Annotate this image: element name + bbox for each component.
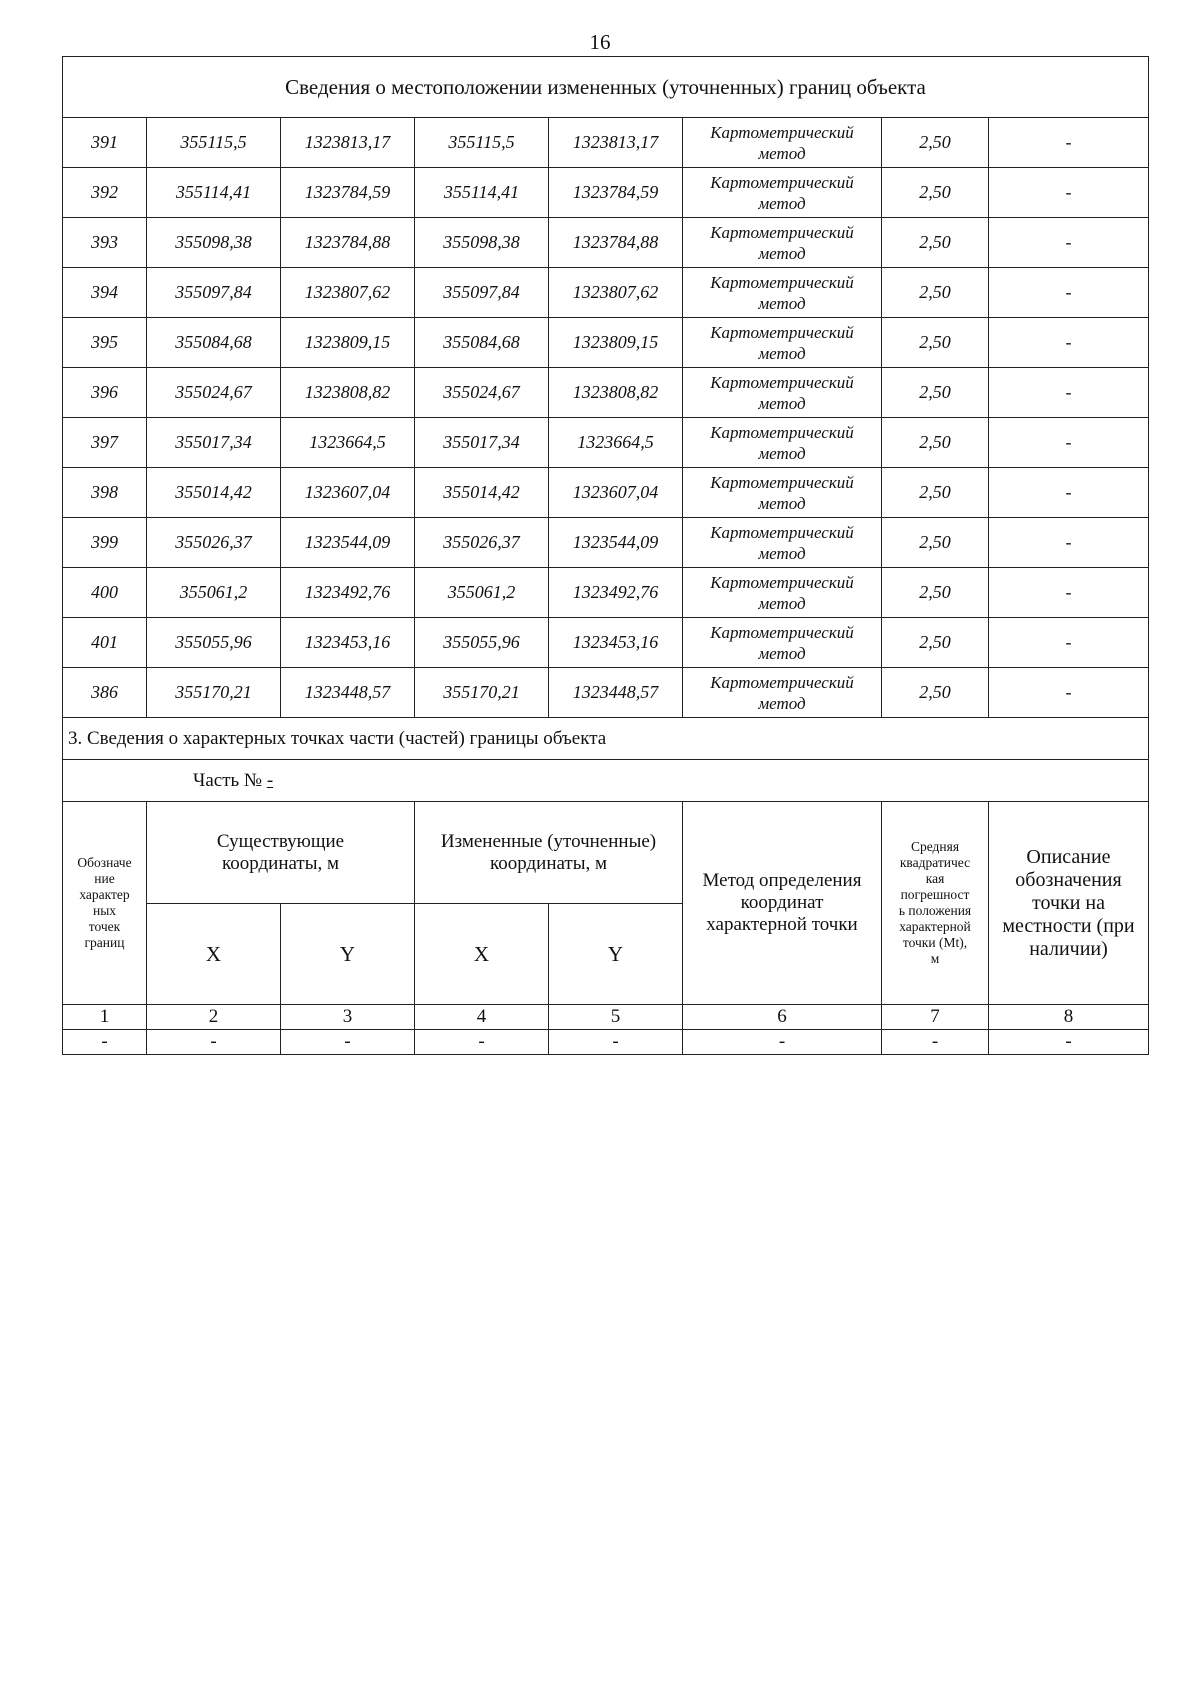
column-number: 7 bbox=[882, 1005, 989, 1030]
x-existing: 355114,41 bbox=[147, 168, 281, 218]
x-changed: 355055,96 bbox=[415, 618, 549, 668]
y-existing: 1323808,82 bbox=[281, 368, 415, 418]
method-cell bbox=[683, 668, 882, 718]
y-changed: 1323807,62 bbox=[549, 268, 683, 318]
method-line: метод bbox=[758, 643, 806, 663]
header-y: Y bbox=[549, 904, 683, 1005]
method-line: метод bbox=[758, 293, 806, 313]
y-changed: 1323544,09 bbox=[549, 518, 683, 568]
method-line: метод bbox=[758, 243, 806, 263]
part-row bbox=[63, 760, 1149, 802]
header-line: Существующие bbox=[216, 830, 345, 852]
header-line: точки (Mt), bbox=[902, 935, 968, 950]
header-line: квадратичес bbox=[899, 855, 971, 870]
point-number: 393 bbox=[63, 218, 147, 268]
empty-cell: - bbox=[882, 1030, 989, 1055]
point-number: 396 bbox=[63, 368, 147, 418]
empty-cell: - bbox=[415, 1030, 549, 1055]
y-changed: 1323784,59 bbox=[549, 168, 683, 218]
method-cell bbox=[683, 218, 882, 268]
empty-cell: - bbox=[147, 1030, 281, 1055]
header-line: характерной bbox=[899, 919, 971, 934]
header-point-designation bbox=[63, 802, 147, 1005]
table-row bbox=[63, 468, 1149, 518]
x-changed: 355061,2 bbox=[415, 568, 549, 618]
description: - bbox=[989, 418, 1149, 468]
header-line: Измененные (уточненные) bbox=[440, 830, 657, 852]
table-row bbox=[63, 618, 1149, 668]
method-line: метод bbox=[758, 493, 806, 513]
description: - bbox=[989, 368, 1149, 418]
empty-cell: - bbox=[281, 1030, 415, 1055]
header-line: Описание bbox=[1026, 845, 1111, 868]
mt-value: 2,50 bbox=[882, 318, 989, 368]
y-changed: 1323453,16 bbox=[549, 618, 683, 668]
table-row bbox=[63, 218, 1149, 268]
mt-value: 2,50 bbox=[882, 668, 989, 718]
method-line: Картометрический bbox=[710, 222, 854, 242]
y-existing: 1323453,16 bbox=[281, 618, 415, 668]
header-y: Y bbox=[281, 904, 415, 1005]
table-row bbox=[63, 518, 1149, 568]
method-cell bbox=[683, 618, 882, 668]
table-row bbox=[63, 568, 1149, 618]
point-number: 395 bbox=[63, 318, 147, 368]
header-line: характер bbox=[79, 887, 130, 902]
method-cell bbox=[683, 568, 882, 618]
x-changed: 355026,37 bbox=[415, 518, 549, 568]
mt-value: 2,50 bbox=[882, 418, 989, 468]
y-existing: 1323544,09 bbox=[281, 518, 415, 568]
method-line: Картометрический bbox=[710, 122, 854, 142]
y-existing: 1323809,15 bbox=[281, 318, 415, 368]
description: - bbox=[989, 318, 1149, 368]
empty-cell: - bbox=[683, 1030, 882, 1055]
x-existing: 355097,84 bbox=[147, 268, 281, 318]
mt-value: 2,50 bbox=[882, 368, 989, 418]
header-description bbox=[989, 802, 1149, 1005]
x-existing: 355026,37 bbox=[147, 518, 281, 568]
y-changed: 1323607,04 bbox=[549, 468, 683, 518]
method-cell bbox=[683, 518, 882, 568]
method-cell bbox=[683, 418, 882, 468]
y-changed: 1323448,57 bbox=[549, 668, 683, 718]
mt-value: 2,50 bbox=[882, 618, 989, 668]
method-cell bbox=[683, 368, 882, 418]
table-title: Сведения о местоположении измененных (уточненных) границ объекта bbox=[63, 57, 1149, 118]
table-row bbox=[63, 268, 1149, 318]
header-line: наличии) bbox=[1029, 937, 1108, 960]
x-changed: 355084,68 bbox=[415, 318, 549, 368]
table-row bbox=[63, 668, 1149, 718]
table-row bbox=[63, 168, 1149, 218]
description: - bbox=[989, 218, 1149, 268]
description: - bbox=[989, 668, 1149, 718]
table-row bbox=[63, 118, 1149, 168]
point-number: 386 bbox=[63, 668, 147, 718]
method-cell bbox=[683, 268, 882, 318]
description: - bbox=[989, 518, 1149, 568]
header-line: координат bbox=[740, 892, 824, 913]
header-row bbox=[63, 802, 1149, 904]
y-existing: 1323784,88 bbox=[281, 218, 415, 268]
mt-value: 2,50 bbox=[882, 268, 989, 318]
method-cell bbox=[683, 168, 882, 218]
header-line: м bbox=[930, 951, 940, 966]
y-existing: 1323807,62 bbox=[281, 268, 415, 318]
y-existing: 1323813,17 bbox=[281, 118, 415, 168]
column-number: 2 bbox=[147, 1005, 281, 1030]
method-line: Картометрический bbox=[710, 522, 854, 542]
mt-value: 2,50 bbox=[882, 168, 989, 218]
point-number: 394 bbox=[63, 268, 147, 318]
x-existing: 355061,2 bbox=[147, 568, 281, 618]
y-existing: 1323607,04 bbox=[281, 468, 415, 518]
table-row bbox=[63, 1030, 1149, 1055]
empty-cell: - bbox=[549, 1030, 683, 1055]
part-label: Часть № bbox=[193, 769, 263, 791]
method-line: метод bbox=[758, 543, 806, 563]
header-line: кая bbox=[925, 871, 945, 886]
x-changed: 355097,84 bbox=[415, 268, 549, 318]
mt-value: 2,50 bbox=[882, 518, 989, 568]
method-line: метод bbox=[758, 443, 806, 463]
method-line: метод bbox=[758, 693, 806, 713]
x-changed: 355114,41 bbox=[415, 168, 549, 218]
column-number: 8 bbox=[989, 1005, 1149, 1030]
header-line: Средняя bbox=[910, 839, 960, 854]
point-number: 399 bbox=[63, 518, 147, 568]
method-cell bbox=[683, 118, 882, 168]
table-row bbox=[63, 368, 1149, 418]
header-changed-coords bbox=[415, 802, 683, 904]
empty-cell: - bbox=[989, 1030, 1149, 1055]
empty-cell: - bbox=[63, 1030, 147, 1055]
method-cell bbox=[683, 318, 882, 368]
header-x: X bbox=[415, 904, 549, 1005]
x-changed: 355115,5 bbox=[415, 118, 549, 168]
header-line: ние bbox=[94, 871, 115, 886]
x-existing: 355024,67 bbox=[147, 368, 281, 418]
point-number: 398 bbox=[63, 468, 147, 518]
mt-value: 2,50 bbox=[882, 118, 989, 168]
x-existing: 355014,42 bbox=[147, 468, 281, 518]
x-existing: 355084,68 bbox=[147, 318, 281, 368]
method-line: Картометрический bbox=[710, 272, 854, 292]
method-line: Картометрический bbox=[710, 622, 854, 642]
header-x: X bbox=[147, 904, 281, 1005]
description: - bbox=[989, 168, 1149, 218]
x-existing: 355017,34 bbox=[147, 418, 281, 468]
x-existing: 355170,21 bbox=[147, 668, 281, 718]
y-existing: 1323664,5 bbox=[281, 418, 415, 468]
point-number: 392 bbox=[63, 168, 147, 218]
method-line: Картометрический bbox=[710, 322, 854, 342]
method-line: Картометрический bbox=[710, 572, 854, 592]
column-number: 4 bbox=[415, 1005, 549, 1030]
y-changed: 1323664,5 bbox=[549, 418, 683, 468]
section-3-title: 3. Сведения о характерных точках части (частей) границы объекта bbox=[63, 718, 1149, 760]
table-row bbox=[63, 418, 1149, 468]
method-line: метод bbox=[758, 343, 806, 363]
column-number: 5 bbox=[549, 1005, 683, 1030]
method-line: метод bbox=[758, 193, 806, 213]
description: - bbox=[989, 568, 1149, 618]
header-line: погрешност bbox=[900, 887, 970, 902]
mt-value: 2,50 bbox=[882, 568, 989, 618]
description: - bbox=[989, 468, 1149, 518]
method-cell bbox=[683, 468, 882, 518]
x-changed: 355017,34 bbox=[415, 418, 549, 468]
header-line: Обозначе bbox=[77, 855, 132, 870]
header-mt bbox=[882, 802, 989, 1005]
header-line: Метод определения bbox=[702, 870, 862, 891]
y-existing: 1323448,57 bbox=[281, 668, 415, 718]
table-row bbox=[63, 318, 1149, 368]
x-changed: 355014,42 bbox=[415, 468, 549, 518]
point-number: 401 bbox=[63, 618, 147, 668]
header-line: точки на bbox=[1031, 891, 1106, 914]
y-changed: 1323808,82 bbox=[549, 368, 683, 418]
section-row bbox=[63, 718, 1149, 760]
part-cell bbox=[63, 760, 1149, 802]
point-number: 391 bbox=[63, 118, 147, 168]
method-line: метод bbox=[758, 393, 806, 413]
column-numbers-row bbox=[63, 1005, 1149, 1030]
y-existing: 1323784,59 bbox=[281, 168, 415, 218]
x-changed: 355170,21 bbox=[415, 668, 549, 718]
header-line: координаты, м bbox=[489, 852, 608, 874]
header-line: характерной точки bbox=[706, 914, 858, 935]
y-changed: 1323492,76 bbox=[549, 568, 683, 618]
header-line: точек bbox=[88, 919, 121, 934]
column-number: 3 bbox=[281, 1005, 415, 1030]
y-existing: 1323492,76 bbox=[281, 568, 415, 618]
method-line: Картометрический bbox=[710, 672, 854, 692]
column-number: 6 bbox=[683, 1005, 882, 1030]
method-line: Картометрический bbox=[710, 472, 854, 492]
y-changed: 1323784,88 bbox=[549, 218, 683, 268]
column-number: 1 bbox=[63, 1005, 147, 1030]
method-line: метод bbox=[758, 143, 806, 163]
page-number: 16 bbox=[589, 30, 611, 54]
method-line: Картометрический bbox=[710, 372, 854, 392]
y-changed: 1323809,15 bbox=[549, 318, 683, 368]
x-existing: 355055,96 bbox=[147, 618, 281, 668]
header-line: местности (при bbox=[1002, 914, 1135, 937]
mt-value: 2,50 bbox=[882, 468, 989, 518]
x-existing: 355115,5 bbox=[147, 118, 281, 168]
table-title-row bbox=[63, 57, 1149, 118]
description: - bbox=[989, 618, 1149, 668]
header-existing-coords bbox=[147, 802, 415, 904]
description: - bbox=[989, 268, 1149, 318]
header-line: обозначения bbox=[1015, 868, 1122, 891]
header-line: координаты, м bbox=[221, 852, 340, 874]
method-line: Картометрический bbox=[710, 172, 854, 192]
y-changed: 1323813,17 bbox=[549, 118, 683, 168]
header-method bbox=[683, 802, 882, 1005]
x-changed: 355024,67 bbox=[415, 368, 549, 418]
description: - bbox=[989, 118, 1149, 168]
method-line: метод bbox=[758, 593, 806, 613]
header-line: ь положения bbox=[898, 903, 972, 918]
header-line: границ bbox=[84, 935, 125, 950]
header-line: ных bbox=[92, 903, 117, 918]
point-number: 400 bbox=[63, 568, 147, 618]
mt-value: 2,50 bbox=[882, 218, 989, 268]
method-line: Картометрический bbox=[710, 422, 854, 442]
point-number: 397 bbox=[63, 418, 147, 468]
x-changed: 355098,38 bbox=[415, 218, 549, 268]
part-value: - bbox=[266, 769, 274, 791]
x-existing: 355098,38 bbox=[147, 218, 281, 268]
boundary-points-table bbox=[62, 56, 1149, 1055]
